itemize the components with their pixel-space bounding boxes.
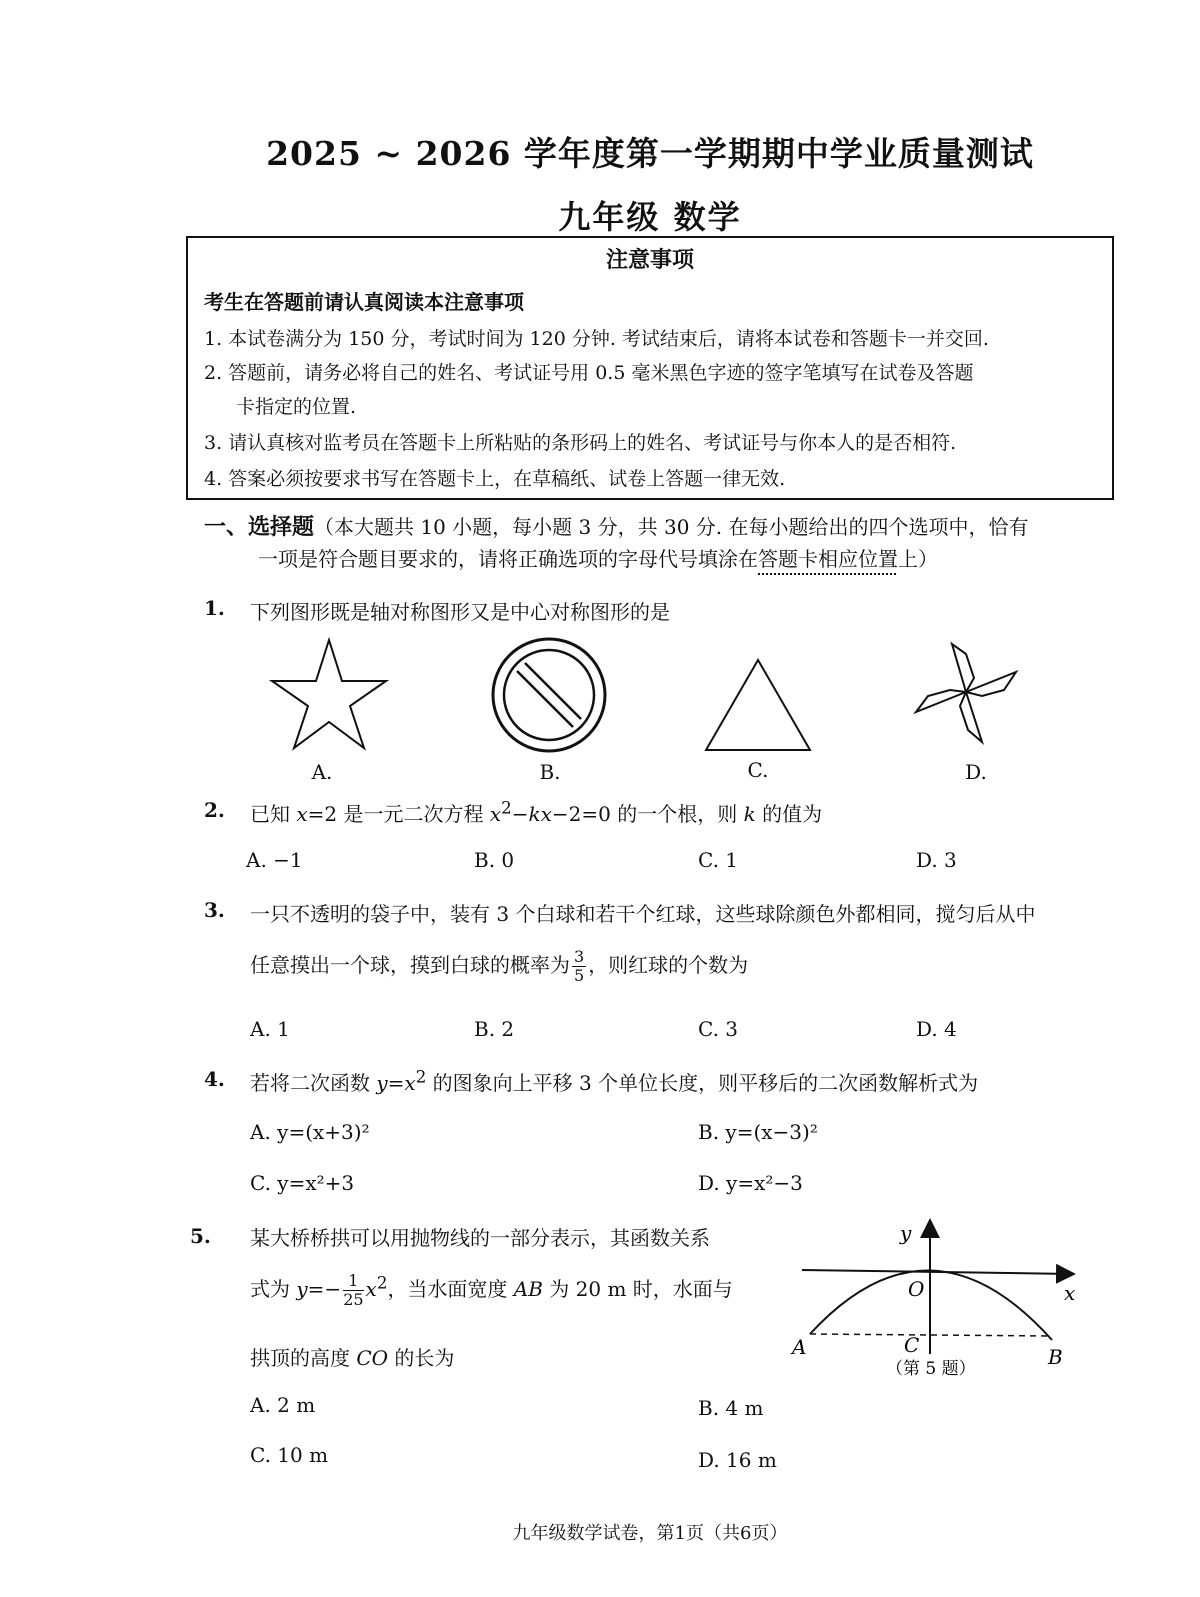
- triangle-icon: [702, 656, 814, 754]
- pinwheel-icon: [908, 634, 1028, 752]
- label-a: A: [792, 1335, 807, 1359]
- q5-option-b: B. 4 m: [698, 1396, 764, 1420]
- q1-option-c: C.: [747, 758, 769, 782]
- section-desc-2-post: 上）: [898, 547, 938, 571]
- notice-heading: 注意事项: [605, 248, 694, 273]
- notice-item-2: 2. 答题前，请务必将自己的姓名、考试证号用 0.5 毫米黑色字迹的签字笔填写在试卷及答题: [204, 362, 974, 384]
- section-desc-2-pre: 一项是符合题目要求的，请将正确选项的字母代号填涂在: [258, 547, 758, 571]
- section-name: 一、选择题: [204, 515, 315, 540]
- q2-option-a: A. −1: [246, 848, 303, 872]
- exam-title: 2025 ~ 2026 学年度第一学期期中学业质量测试: [266, 134, 1034, 173]
- page-footer: 九年级数学试卷，第1页（共6页）: [512, 1523, 788, 1544]
- section-desc-1: （本大题共 10 小题，每小题 3 分，共 30 分. 在每小题给出的四个选项中，恰有: [314, 515, 1029, 539]
- star-icon: [268, 636, 390, 754]
- notice-item-1: 1. 本试卷满分为 150 分，考试时间为 120 分钟. 考试结束后，请将本试卷和答题卡一并交回.: [204, 328, 989, 350]
- label-c: C: [904, 1333, 920, 1357]
- q4-option-c: C. y=x²+3: [250, 1171, 355, 1195]
- q2-option-c: C. 1: [698, 848, 739, 872]
- q5-option-a: A. 2 m: [250, 1393, 316, 1417]
- q3-fraction: $\frac{3}{5}$: [574, 947, 585, 985]
- q3-option-b: B. 2: [474, 1017, 515, 1041]
- label-o: O: [908, 1277, 925, 1301]
- q5-line2: 式为 y=− $\frac{1}{25}$ $x^2$，当水面宽度 AB 为 20 m 时，水面与: [250, 1271, 733, 1309]
- q5-line1: 某大桥桥拱可以用抛物线的一部分表示，其函数关系: [250, 1226, 710, 1250]
- q3-option-a: A. 1: [250, 1017, 290, 1041]
- q2-option-d: D. 3: [916, 848, 957, 872]
- q4-option-d: D. y=x²−3: [698, 1171, 803, 1195]
- q3-line2: 任意摸出一个球，摸到白球的概率为 $\frac{3}{5}$ ，则红球的个数为: [250, 947, 749, 985]
- q4-option-a: A. y=(x+3)²: [250, 1120, 370, 1144]
- q3-number: 3.: [204, 898, 225, 922]
- q1-text: 下列图形既是轴对称图形又是中心对称图形的是: [250, 600, 670, 624]
- section-heading: [204, 510, 1029, 541]
- notice-item-3: 3. 请认真核对监考员在答题卡上所粘贴的条形码上的姓名、考试证号与你本人的是否相符.: [204, 432, 957, 454]
- notice-lead: 考生在答题前请认真阅读本注意事项: [204, 290, 524, 314]
- q4-text: 若将二次函数 $y=x^2$ 的图象向上平移 3 个单位长度，则平移后的二次函数解析式为: [250, 1067, 979, 1095]
- notice-item-2-cont: 卡指定的位置.: [236, 396, 357, 418]
- exam-subtitle: 九年级 数学: [558, 198, 742, 236]
- figure-caption: （第 5 题）: [886, 1359, 976, 1379]
- q5-option-c: C. 10 m: [250, 1443, 329, 1467]
- q5-option-d: D. 16 m: [698, 1448, 777, 1472]
- no-entry-icon: [490, 636, 608, 754]
- q4-option-b: B. y=(x−3)²: [698, 1120, 818, 1144]
- section-desc-line2: [258, 543, 938, 572]
- q3-option-d: D. 4: [916, 1017, 957, 1041]
- q1-option-a: A.: [311, 760, 333, 784]
- q5-parabola-figure: [790, 1212, 1090, 1392]
- label-x: x: [1064, 1281, 1076, 1305]
- q1-number: 1.: [204, 596, 225, 620]
- q5-number: 5.: [190, 1224, 211, 1248]
- q3-line1: 一只不透明的袋子中，装有 3 个白球和若干个红球，这些球除颜色外都相同，搅匀后从中: [250, 902, 1036, 926]
- q2-number: 2.: [204, 798, 225, 822]
- q1-option-d: D.: [965, 760, 987, 784]
- section-desc-2-dotted: 答题卡相应位置: [758, 547, 898, 571]
- label-b: B: [1048, 1345, 1063, 1369]
- q5-fraction: $\frac{1}{25}$: [343, 1271, 364, 1309]
- label-y: y: [900, 1221, 912, 1245]
- q4-number: 4.: [204, 1067, 225, 1091]
- notice-item-4: 4. 答案必须按要求书写在答题卡上，在草稿纸、试卷上答题一律无效.: [204, 468, 786, 490]
- q2-option-b: B. 0: [474, 848, 515, 872]
- q5-line3: 拱顶的高度 CO 的长为: [250, 1346, 455, 1370]
- q1-option-b: B.: [539, 760, 561, 784]
- q3-option-c: C. 3: [698, 1017, 739, 1041]
- q2-text: 已知 x=2 是一元二次方程 $x^2-kx-2=0$ 的一个根，则 k 的值为: [250, 798, 823, 826]
